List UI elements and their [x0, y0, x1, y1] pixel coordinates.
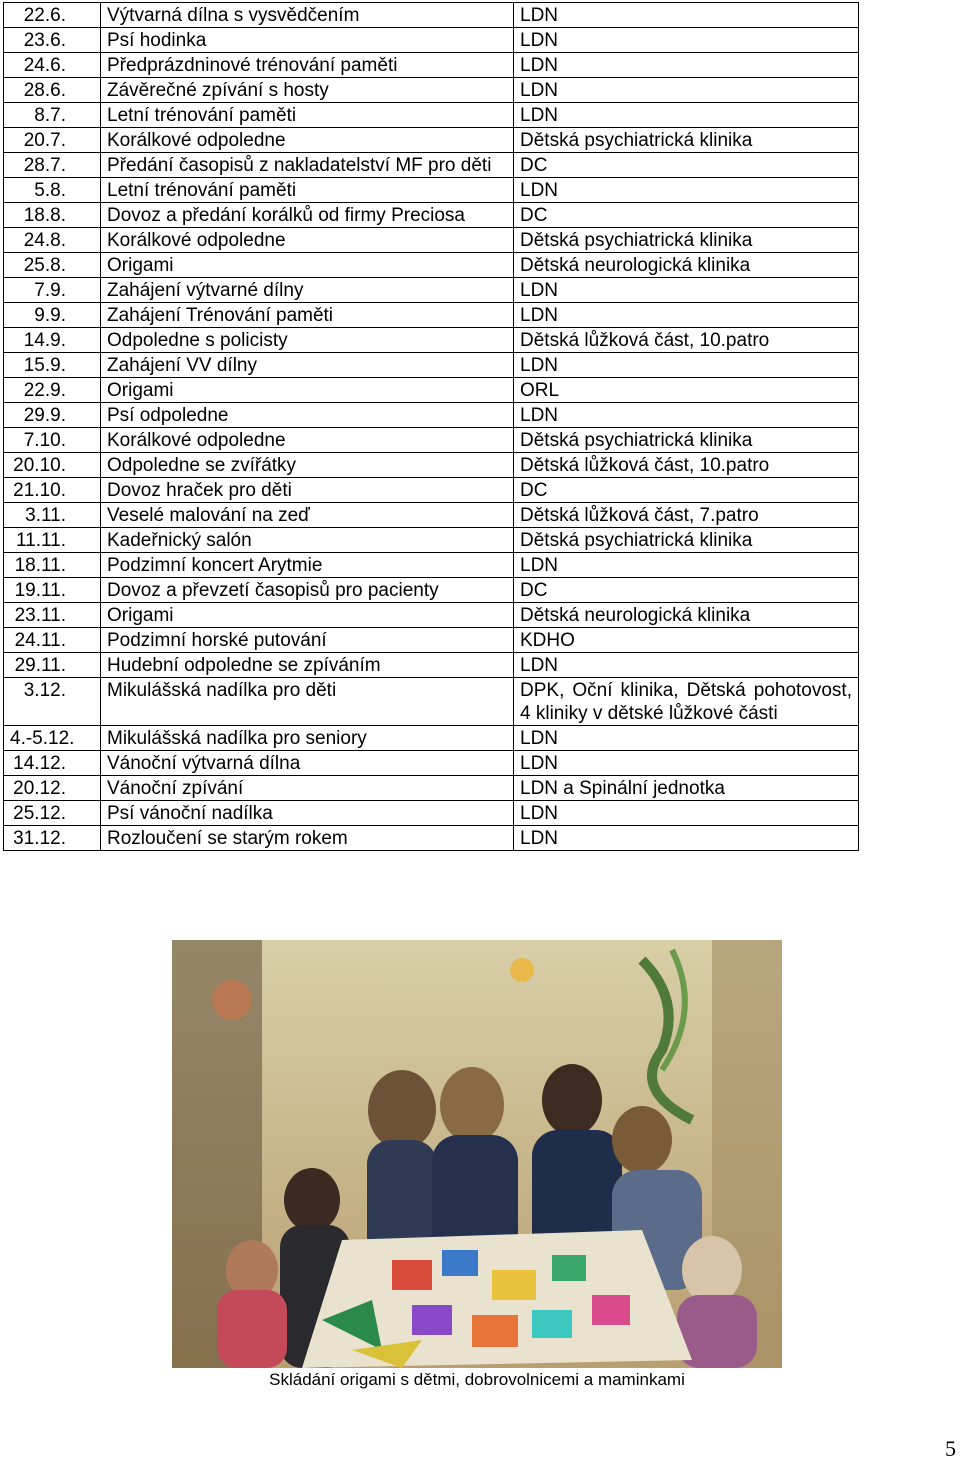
schedule-date: 14.9. [4, 328, 101, 353]
schedule-row [4, 153, 859, 178]
schedule-place: Dětská neurologická klinika [514, 603, 859, 628]
schedule-place: LDN [514, 353, 859, 378]
schedule-place: DC [514, 478, 859, 503]
schedule-date: 18.8. [4, 203, 101, 228]
schedule-date: 3.11. [4, 503, 101, 528]
schedule-date: 19.11. [4, 578, 101, 603]
schedule-row [4, 3, 859, 28]
schedule-date: 15.9. [4, 353, 101, 378]
schedule-event: Mikulášská nadílka pro děti [101, 678, 514, 726]
schedule-place: Dětská neurologická klinika [514, 253, 859, 278]
schedule-place: LDN [514, 553, 859, 578]
schedule-row [4, 303, 859, 328]
schedule-event: Letní trénování paměti [101, 178, 514, 203]
schedule-event: Odpoledne s policisty [101, 328, 514, 353]
schedule-place: LDN [514, 726, 859, 751]
schedule-body [4, 3, 859, 851]
schedule-date: 24.8. [4, 228, 101, 253]
schedule-row [4, 53, 859, 78]
schedule-place: Dětská lůžková část, 10.patro [514, 328, 859, 353]
schedule-date: 25.8. [4, 253, 101, 278]
schedule-event: Psí odpoledne [101, 403, 514, 428]
schedule-row [4, 78, 859, 103]
schedule-event: Podzimní horské putování [101, 628, 514, 653]
schedule-place: DC [514, 578, 859, 603]
schedule-row [4, 28, 859, 53]
schedule-date: 7.10. [4, 428, 101, 453]
schedule-date: 23.6. [4, 28, 101, 53]
schedule-event: Rozloučení se starým rokem [101, 826, 514, 851]
schedule-row [4, 528, 859, 553]
schedule-event: Výtvarná dílna s vysvědčením [101, 3, 514, 28]
schedule-event: Zahájení VV dílny [101, 353, 514, 378]
schedule-row [4, 751, 859, 776]
schedule-date: 29.9. [4, 403, 101, 428]
schedule-event: Předprázdninové trénování paměti [101, 53, 514, 78]
schedule-row [4, 603, 859, 628]
schedule-date: 28.7. [4, 153, 101, 178]
schedule-place: DC [514, 203, 859, 228]
schedule-event: Origami [101, 253, 514, 278]
schedule-event: Veselé malování na zeď [101, 503, 514, 528]
schedule-place: Dětská lůžková část, 10.patro [514, 453, 859, 478]
schedule-date: 24.6. [4, 53, 101, 78]
schedule-place: LDN [514, 801, 859, 826]
schedule-place: DPK, Oční klinika, Dětská pohotovost, 4 kliniky v dětské lůžkové části [514, 678, 859, 726]
schedule-row [4, 503, 859, 528]
schedule-place: LDN [514, 53, 859, 78]
schedule-event: Zahájení Trénování paměti [101, 303, 514, 328]
schedule-event: Vánoční výtvarná dílna [101, 751, 514, 776]
schedule-row [4, 228, 859, 253]
schedule-place: LDN [514, 103, 859, 128]
schedule-row [4, 653, 859, 678]
schedule-date: 20.12. [4, 776, 101, 801]
schedule-event: Podzimní koncert Arytmie [101, 553, 514, 578]
schedule-event: Kadeřnický salón [101, 528, 514, 553]
schedule-row [4, 801, 859, 826]
schedule-event: Vánoční zpívání [101, 776, 514, 801]
schedule-place: LDN [514, 751, 859, 776]
schedule-date: 25.12. [4, 801, 101, 826]
photo-illustration [172, 940, 782, 1368]
schedule-place: DC [514, 153, 859, 178]
schedule-date: 21.10. [4, 478, 101, 503]
schedule-place: LDN [514, 826, 859, 851]
schedule-row [4, 103, 859, 128]
schedule-date: 9.9. [4, 303, 101, 328]
photo-caption: Skládání origami s dětmi, dobrovolnicemi a maminkami [269, 1370, 685, 1389]
schedule-place: LDN [514, 303, 859, 328]
schedule-place: LDN [514, 403, 859, 428]
schedule-row [4, 678, 859, 726]
schedule-row [4, 826, 859, 851]
schedule-date: 5.8. [4, 178, 101, 203]
schedule-event: Dovoz a převzetí časopisů pro pacienty [101, 578, 514, 603]
schedule-row [4, 178, 859, 203]
schedule-date: 23.11. [4, 603, 101, 628]
schedule-event: Psí hodinka [101, 28, 514, 53]
schedule-place: Dětská psychiatrická klinika [514, 528, 859, 553]
schedule-row [4, 776, 859, 801]
schedule-row [4, 478, 859, 503]
schedule-event: Dovoz hraček pro děti [101, 478, 514, 503]
schedule-place: LDN [514, 653, 859, 678]
schedule-event: Origami [101, 378, 514, 403]
schedule-row [4, 278, 859, 303]
schedule-place: LDN a Spinální jednotka [514, 776, 859, 801]
schedule-event: Korálkové odpoledne [101, 128, 514, 153]
schedule-date: 29.11. [4, 653, 101, 678]
page-number: 5 [945, 1436, 956, 1461]
schedule-event: Předání časopisů z nakladatelství MF pro děti [101, 153, 514, 178]
schedule-date: 28.6. [4, 78, 101, 103]
schedule-row [4, 328, 859, 353]
schedule-event: Hudební odpoledne se zpíváním [101, 653, 514, 678]
schedule-row [4, 253, 859, 278]
schedule-date: 31.12. [4, 826, 101, 851]
schedule-event: Letní trénování paměti [101, 103, 514, 128]
schedule-place: LDN [514, 178, 859, 203]
schedule-date: 11.11. [4, 528, 101, 553]
schedule-event: Origami [101, 603, 514, 628]
schedule-event: Odpoledne se zvířátky [101, 453, 514, 478]
schedule-place: LDN [514, 78, 859, 103]
schedule-row [4, 128, 859, 153]
schedule-date: 3.12. [4, 678, 101, 726]
schedule-event: Psí vánoční nadílka [101, 801, 514, 826]
schedule-place: Dětská psychiatrická klinika [514, 228, 859, 253]
schedule-event: Závěrečné zpívání s hosty [101, 78, 514, 103]
schedule-place: LDN [514, 3, 859, 28]
schedule-row [4, 353, 859, 378]
schedule-row [4, 553, 859, 578]
schedule-row [4, 628, 859, 653]
schedule-place: Dětská psychiatrická klinika [514, 128, 859, 153]
schedule-date: 18.11. [4, 553, 101, 578]
schedule-event: Dovoz a předání korálků od firmy Preciosa [101, 203, 514, 228]
schedule-event: Korálkové odpoledne [101, 428, 514, 453]
schedule-row [4, 428, 859, 453]
origami-photo [172, 940, 782, 1368]
schedule-date: 8.7. [4, 103, 101, 128]
schedule-date: 4.-5.12. [4, 726, 101, 751]
schedule-event: Korálkové odpoledne [101, 228, 514, 253]
schedule-row [4, 403, 859, 428]
schedule-table [3, 2, 859, 851]
schedule-date: 24.11. [4, 628, 101, 653]
schedule-place: LDN [514, 28, 859, 53]
schedule-place: Dětská psychiatrická klinika [514, 428, 859, 453]
schedule-date: 22.9. [4, 378, 101, 403]
schedule-place: ORL [514, 378, 859, 403]
schedule-row [4, 203, 859, 228]
schedule-date: 7.9. [4, 278, 101, 303]
schedule-row [4, 378, 859, 403]
schedule-date: 14.12. [4, 751, 101, 776]
schedule-row [4, 453, 859, 478]
schedule-place: LDN [514, 278, 859, 303]
schedule-place: Dětská lůžková část, 7.patro [514, 503, 859, 528]
schedule-date: 20.10. [4, 453, 101, 478]
schedule-place: KDHO [514, 628, 859, 653]
schedule-date: 22.6. [4, 3, 101, 28]
schedule-row [4, 726, 859, 751]
schedule-row [4, 578, 859, 603]
schedule-date: 20.7. [4, 128, 101, 153]
schedule-event: Mikulášská nadílka pro seniory [101, 726, 514, 751]
schedule-event: Zahájení výtvarné dílny [101, 278, 514, 303]
